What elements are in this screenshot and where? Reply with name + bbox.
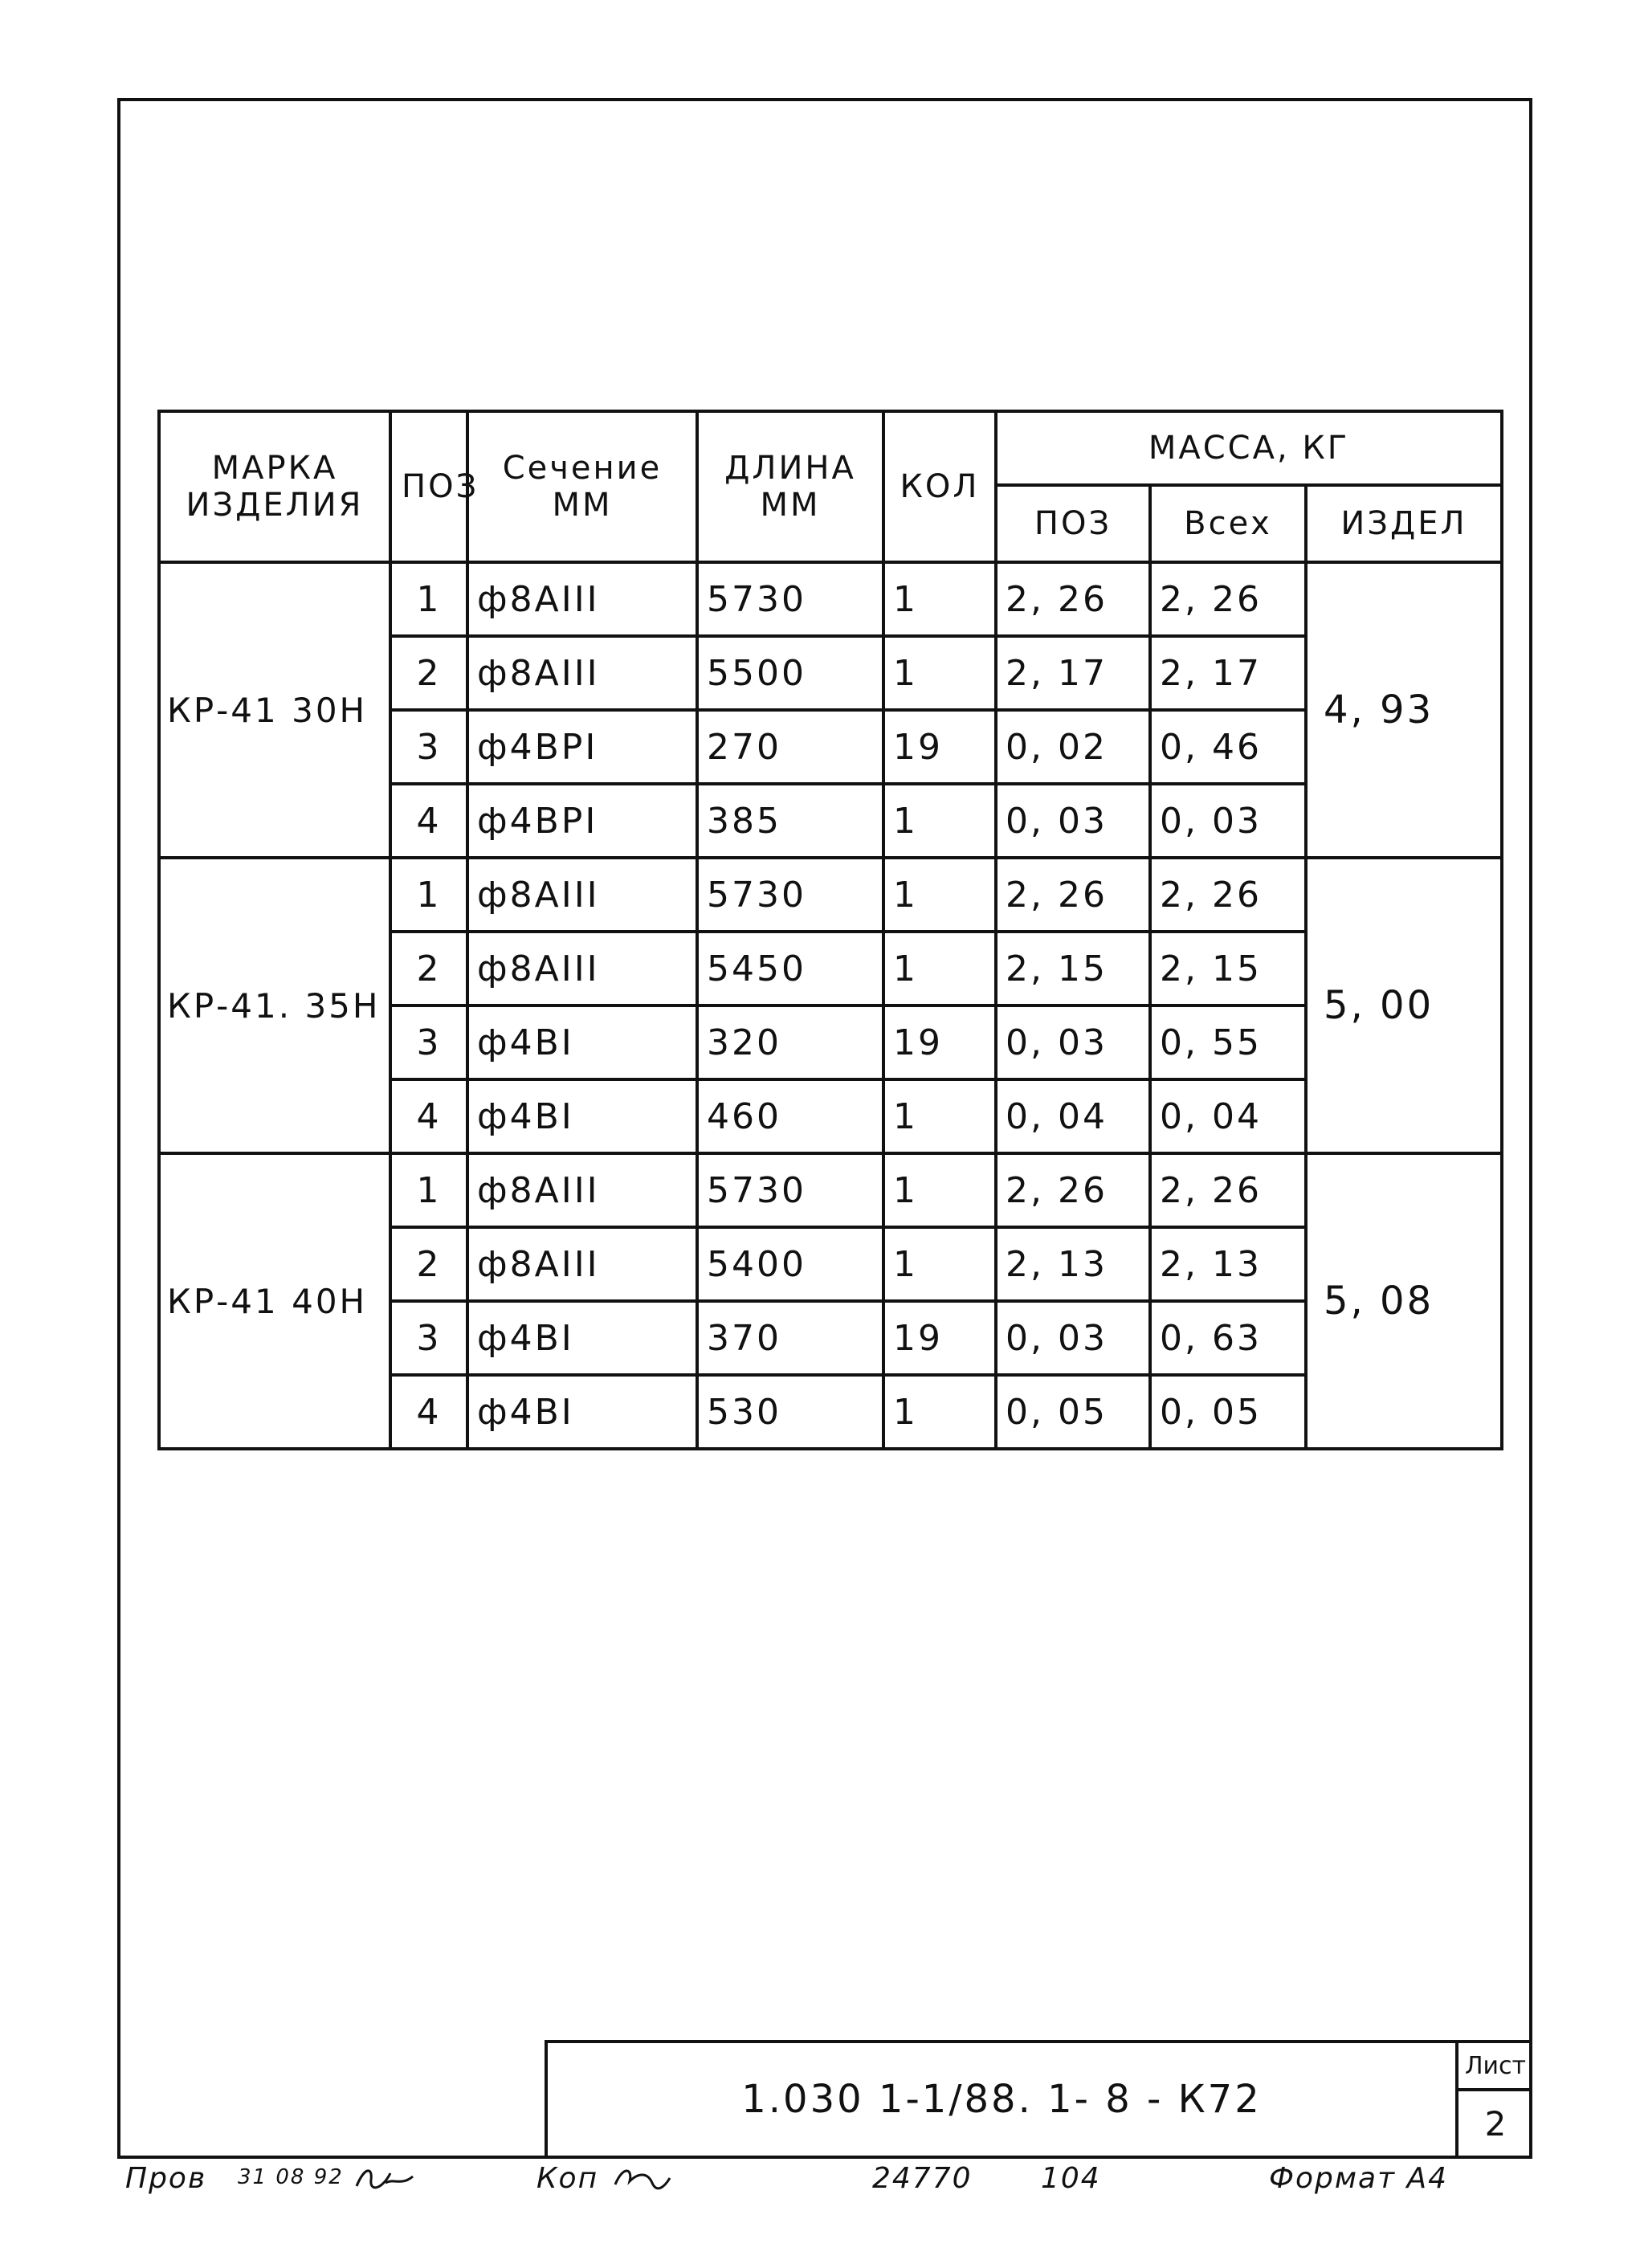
cell-mass-all: 2, 26	[1150, 562, 1306, 636]
cell-qty: 1	[883, 784, 996, 858]
table-row	[159, 858, 1502, 932]
cell-pos: 4	[390, 784, 467, 858]
cell-length: 320	[697, 1006, 883, 1079]
signature-icon	[610, 2162, 675, 2194]
cell-pos: 3	[390, 1301, 467, 1375]
cell-mass-all: 0, 55	[1150, 1006, 1306, 1079]
cell-section: ф4ВРI	[467, 784, 697, 858]
cell-pos: 2	[390, 1227, 467, 1301]
cell-mass-pos: 2, 13	[996, 1227, 1150, 1301]
cell-length: 5730	[697, 562, 883, 636]
cell-mass-pos: 0, 04	[996, 1079, 1150, 1153]
cell-mass-pos: 0, 03	[996, 1301, 1150, 1375]
cell-mass-pos: 2, 26	[996, 1153, 1150, 1227]
cell-pos: 1	[390, 858, 467, 932]
cell-qty: 1	[883, 636, 996, 710]
header-pos: ПОЗ	[390, 411, 467, 562]
cell-pos: 3	[390, 1006, 467, 1079]
document-code: 1.030 1-1/88. 1- 8 - К72	[741, 2077, 1262, 2122]
cell-mass-pos: 2, 15	[996, 932, 1150, 1006]
cell-section: ф8АIII	[467, 562, 697, 636]
drawing-frame-bottom	[117, 2156, 1532, 2159]
cell-length: 5400	[697, 1227, 883, 1301]
copy-signature	[610, 2162, 675, 2201]
sheet-number: 2	[1484, 2103, 1507, 2144]
cell-section: ф4ВI	[467, 1079, 697, 1153]
cell-section: ф4ВI	[467, 1301, 697, 1375]
cell-length: 385	[697, 784, 883, 858]
copy-number: 104	[1041, 2162, 1101, 2195]
title-block	[545, 2040, 1532, 2156]
cell-mass-pos: 2, 26	[996, 562, 1150, 636]
product-mark: КР-41 40Н	[159, 1153, 390, 1449]
cell-mass-all: 2, 26	[1150, 858, 1306, 932]
header-length: ДЛИНА ММ	[697, 411, 883, 562]
header-mark: МАРКА ИЗДЕЛИЯ	[159, 411, 390, 562]
header-mass-item: ИЗДЕЛ	[1306, 485, 1502, 562]
cell-mass-all: 0, 63	[1150, 1301, 1306, 1375]
product-total-mass: 5, 08	[1306, 1153, 1502, 1449]
cell-mass-all: 2, 15	[1150, 932, 1306, 1006]
specification-table	[157, 410, 1503, 1450]
table-row	[159, 1153, 1502, 1227]
cell-qty: 1	[883, 932, 996, 1006]
cell-pos: 4	[390, 1079, 467, 1153]
header-mass-pos: ПОЗ	[996, 485, 1150, 562]
cell-pos: 4	[390, 1375, 467, 1449]
cell-mass-all: 2, 13	[1150, 1227, 1306, 1301]
cell-section: ф4ВI	[467, 1006, 697, 1079]
cell-section: ф4ВI	[467, 1375, 697, 1449]
cell-pos: 2	[390, 636, 467, 710]
cell-section: ф4ВРI	[467, 710, 697, 784]
cell-mass-pos: 0, 03	[996, 1006, 1150, 1079]
cell-qty: 1	[883, 1153, 996, 1227]
cell-pos: 1	[390, 1153, 467, 1227]
cell-qty: 1	[883, 1375, 996, 1449]
checked-signature	[353, 2162, 418, 2201]
cell-mass-all: 0, 05	[1150, 1375, 1306, 1449]
cell-mass-pos: 2, 17	[996, 636, 1150, 710]
cell-section: ф8АIII	[467, 636, 697, 710]
cell-mass-all: 2, 17	[1150, 636, 1306, 710]
header-section: Сечение ММ	[467, 411, 697, 562]
product-mark: КР-41. 35Н	[159, 858, 390, 1153]
checked-date: 31 08 92	[238, 2165, 344, 2189]
cell-length: 5450	[697, 932, 883, 1006]
sheet-format: Формат А4	[1269, 2162, 1449, 2195]
product-total-mass: 4, 93	[1306, 562, 1502, 858]
signature-icon	[353, 2162, 418, 2194]
cell-length: 5730	[697, 1153, 883, 1227]
product-mark: КР-41 30Н	[159, 562, 390, 858]
sheet-label: Лист	[1458, 2043, 1532, 2091]
cell-section: ф8АIII	[467, 858, 697, 932]
cell-qty: 19	[883, 1006, 996, 1079]
cell-mass-all: 0, 03	[1150, 784, 1306, 858]
cell-section: ф8АIII	[467, 1227, 697, 1301]
cell-mass-pos: 0, 03	[996, 784, 1150, 858]
table-row	[159, 562, 1502, 636]
cell-pos: 3	[390, 710, 467, 784]
cell-qty: 1	[883, 858, 996, 932]
cell-mass-all: 0, 04	[1150, 1079, 1306, 1153]
sheet-box	[1455, 2043, 1532, 2156]
product-total-mass: 5, 00	[1306, 858, 1502, 1153]
order-number: 24770	[872, 2162, 973, 2195]
cell-section: ф8АIII	[467, 932, 697, 1006]
cell-pos: 2	[390, 932, 467, 1006]
cell-qty: 1	[883, 1227, 996, 1301]
header-mass: МАССА, КГ	[996, 411, 1502, 485]
cell-qty: 19	[883, 1301, 996, 1375]
cell-qty: 1	[883, 562, 996, 636]
cell-length: 530	[697, 1375, 883, 1449]
cell-section: ф8АIII	[467, 1153, 697, 1227]
cell-length: 5730	[697, 858, 883, 932]
checked-label: Пров	[125, 2162, 207, 2195]
header-mass-all: Всех	[1150, 485, 1306, 562]
cell-qty: 19	[883, 710, 996, 784]
cell-mass-pos: 0, 02	[996, 710, 1150, 784]
cell-length: 460	[697, 1079, 883, 1153]
cell-mass-all: 2, 26	[1150, 1153, 1306, 1227]
cell-mass-all: 0, 46	[1150, 710, 1306, 784]
cell-length: 370	[697, 1301, 883, 1375]
cell-pos: 1	[390, 562, 467, 636]
cell-length: 5500	[697, 636, 883, 710]
cell-length: 270	[697, 710, 883, 784]
header-qty: КОЛ	[883, 411, 996, 562]
cell-mass-pos: 0, 05	[996, 1375, 1150, 1449]
copy-label: Коп	[536, 2162, 599, 2195]
cell-mass-pos: 2, 26	[996, 858, 1150, 932]
cell-qty: 1	[883, 1079, 996, 1153]
